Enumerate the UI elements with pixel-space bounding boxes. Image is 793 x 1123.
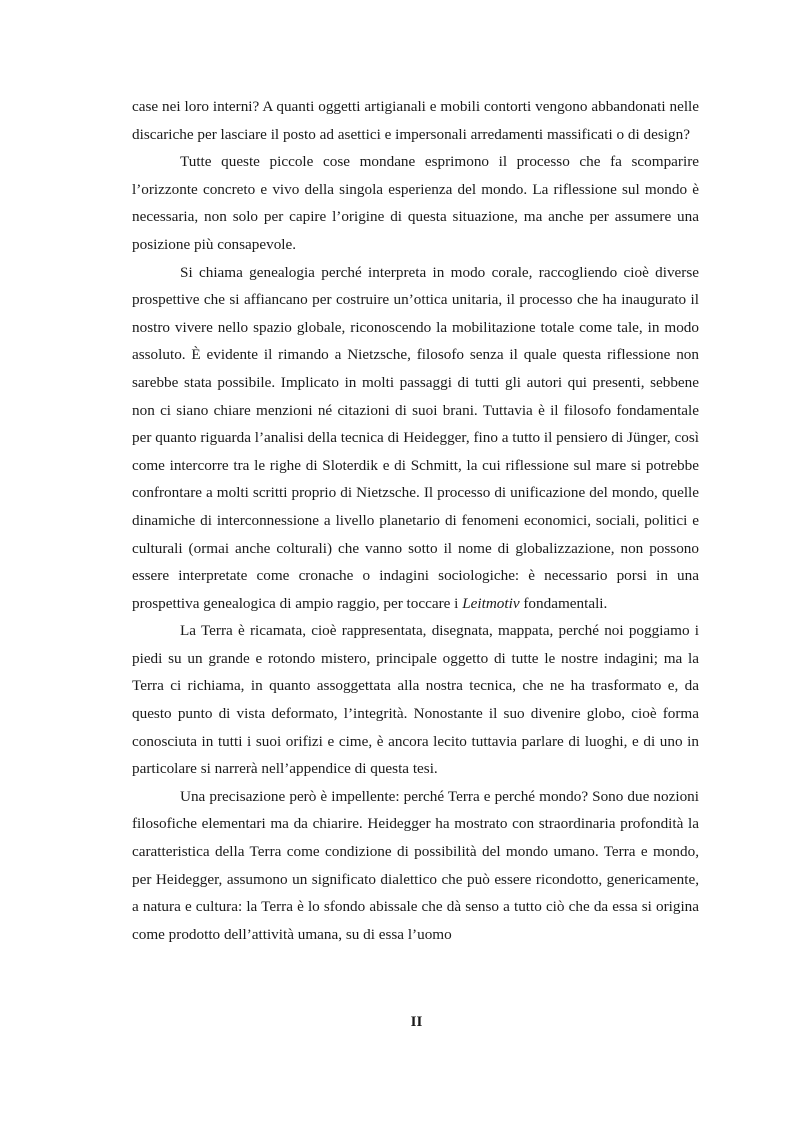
paragraph-3-tail: fondamentali. [519,594,608,612]
page-number: II [410,1014,423,1030]
paragraph-4: La Terra è ricamata, cioè rappresentata, disegnata, mappata, perché noi poggiamo i piedi su un grande e rotondo mistero, principale oggetto di tutte le nostre indagini; ma la Terra ci richiama, in quanto assoggettata alla nostra tecnica, che ne ha trasformato e, da questo punto di vista deformato, l’integrità. Nonostante il suo divenire globo, cioè forma conosciuta in tutti i suoi orifizi e cime, è ancora lecito tuttavia parlare di luoghi, e di uno in particolare si narrerà nell’appendice di questa tesi. [132,622,699,778]
paragraph-3-text: Si chiama genealogia perché interpreta in modo corale, raccogliendo cioè diverse prospettive che si affiancano per costruire un’ottica unitaria, il processo che ha inaugurato il nostro vivere nello spazio globale, riconoscendo la mobilitazione totale come tale, in modo assoluto. È evidente il rimando a Nietzsche, filosofo senza il quale questa riflessione non sarebbe stata possibile. Implicato in molti passaggi di tutti gli autori qui presenti, sebbene non ci siano chiare menzioni né citazioni di suoi brani. Tuttavia è il filosofo fondamentale per quanto riguarda l’analisi della tecnica di Heidegger, fino a tutto il pensiero di Jünger, così come intercorre tra le righe di Sloterdik e di Schmitt, la cui riflessione sul mare si potrebbe confrontare a molti scritti proprio di Nietzsche. Il processo di unificazione del mondo, quelle dinamiche di interconnessione a livello planetario di fenomeni economici, sociali, politici e culturali (ormai anche colturali) che vanno sotto il nome di globalizzazione, non possono essere interpretate come cronache o indagini sociologiche: è necessario porsi in una prospettiva genealogica di ampio raggio, per toccare i [132,263,699,612]
paragraph-1: case nei loro interni? A quanti oggetti artigianali e mobili contorti vengono abbandonati nelle discariche per lasciare il posto ad asettici e impersonali arredamenti massificati o di design? [132,98,699,143]
paragraph-2: Tutte queste piccole cose mondane esprimono il processo che fa scomparire l’orizzonte concreto e vivo della singola esperienza del mondo. La riflessione sul mondo è necessaria, non solo per capire l’origine di questa situazione, ma anche per assumere una posizione più consapevole. [132,153,699,253]
paragraph-5: Una precisazione però è impellente: perché Terra e perché mondo? Sono due nozioni filosofiche elementari ma da chiarire. Heidegger ha mostrato con straordinaria profondità la caratteristica della Terra come condizione di possibilità del mondo umano. Terra e mondo, per Heidegger, assumono un significato dialettico che può essere ricondotto, genericamente, a natura e cultura: la Terra è lo sfondo abissale che dà senso a tutto ciò che da essa si origina come prodotto dell’attività umana, su di essa l’uomo [132,787,699,943]
paragraph-3-emphasis: Leitmotiv [462,594,520,612]
page-body [132,93,699,948]
paragraph-3 [132,259,699,618]
